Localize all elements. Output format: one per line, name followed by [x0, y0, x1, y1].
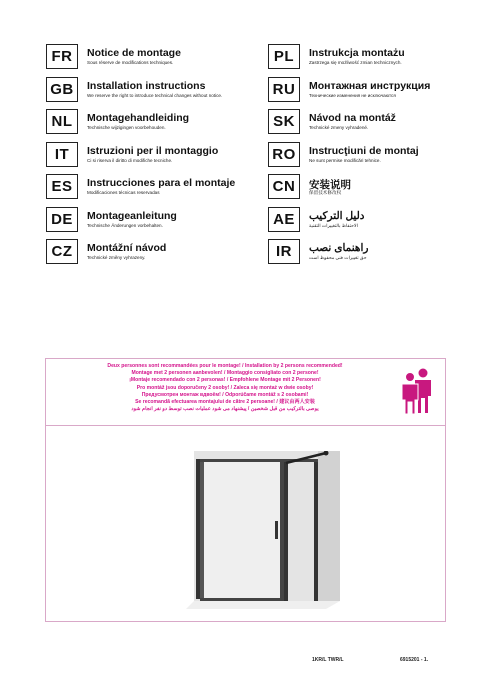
lang-title: Instrukcja montażu — [309, 47, 405, 59]
installation-panel — [45, 358, 446, 622]
lang-subtitle: Technische Änderungen vorbehalten. — [87, 222, 163, 228]
lang-title: Montageanleitung — [87, 209, 177, 222]
lang-subtitle: Ci si riserva il diritto di modifiche tecniche. — [87, 157, 173, 163]
lang-code-badge: PL — [268, 44, 300, 69]
lang-title: دليل التركيب — [309, 209, 365, 222]
lang-title: راهنمای نصب — [309, 242, 369, 254]
lang-title: Montážní návod — [87, 242, 167, 254]
lang-subtitle: Zastrzega się możliwość zmian technicznych. — [309, 60, 402, 65]
warning-line: ¡Montaje recomendado con 2 personas! / Empfohlene Montage mit 2 Personen! — [129, 377, 321, 384]
two-persons-icon — [396, 367, 438, 415]
lang-title: 安装说明 — [309, 179, 351, 191]
lang-code-badge: DE — [46, 207, 78, 232]
lang-title: Instrucţiuni de montaj — [309, 144, 419, 157]
lang-title: Монтажная инструкция — [309, 79, 431, 92]
lang-code-badge: SK — [268, 109, 300, 134]
lang-code-badge: RU — [268, 77, 300, 102]
lang-title: Instrucciones para el montaje — [87, 177, 236, 189]
lang-subtitle: حق تغییرات فنی محفوظ است — [309, 255, 367, 260]
lang-code-badge: NL — [46, 109, 78, 134]
lang-title: Istruzioni per il montaggio — [87, 144, 219, 157]
lang-subtitle: Technické změny vyhrazeny. — [87, 255, 146, 260]
model-code: 1KR/L TWR/L — [312, 657, 344, 663]
warning-line: Deux personnes sont recommandées pour le montage! / Installation by 2 persons recommended! — [107, 363, 343, 369]
lang-title: Návod na montáž — [309, 112, 396, 124]
shower-enclosure-drawing — [176, 451, 346, 611]
lang-code-badge: AE — [268, 207, 300, 232]
lang-subtitle: We reserve the right to introduce technical changes without notice. — [87, 92, 223, 98]
warning-text-block — [50, 363, 400, 413]
warning-line: Se recomandă efectuarea montajului de către 2 persoane! / 建议由两人安装 — [135, 399, 315, 406]
lang-subtitle: Modificaciones técnicas reservadas — [87, 190, 160, 195]
lang-code-badge: RO — [268, 142, 300, 167]
warning-line: Pro montáž jsou doporučeny 2 osoby! / Zaleca się montaż w dwie osoby! — [136, 384, 314, 391]
lang-code-badge: IR — [268, 239, 300, 264]
two-person-warning — [46, 359, 445, 426]
warning-line: Предусмотрен монтаж вдвоём! / Odporúčame montáž s 2 osobami! — [141, 391, 309, 398]
lang-code-badge: CZ — [46, 239, 78, 264]
lang-code-badge: GB — [46, 77, 78, 102]
lang-subtitle: الاحتفاظ بالتغييرات التقنية — [309, 222, 358, 228]
lang-subtitle: Sous réserve de modifications techniques. — [87, 60, 174, 65]
lang-code-badge: FR — [46, 44, 78, 69]
lang-subtitle: Technické zmeny vyhradené. — [309, 125, 369, 130]
lang-title: Installation instructions — [87, 79, 206, 92]
lang-title: Montagehandleiding — [87, 112, 190, 124]
warning-line: يوصى بالتركيب من قبل شخصين / پیشنهاد می شود عملیات نصب توسط دو نفر انجام شود — [131, 406, 319, 413]
lang-code-badge: IT — [46, 142, 78, 167]
lang-code-badge: ES — [46, 174, 78, 199]
lang-subtitle: Ne sunt permise modificări tehnice. — [309, 157, 381, 163]
lang-subtitle: 保留技术修改权 — [309, 190, 342, 195]
warning-line: Montage met 2 personen aanbevolen! / Montaggio consigliato con 2 persone! — [131, 370, 319, 377]
lang-subtitle: Technische wijzigingen voorbehouden. — [87, 125, 166, 130]
document-number: 6915201 - 1. — [400, 657, 429, 663]
lang-title: Notice de montage — [87, 47, 181, 59]
lang-code-badge: CN — [268, 174, 300, 199]
lang-subtitle: Технические изменения не исключаются — [309, 92, 396, 98]
